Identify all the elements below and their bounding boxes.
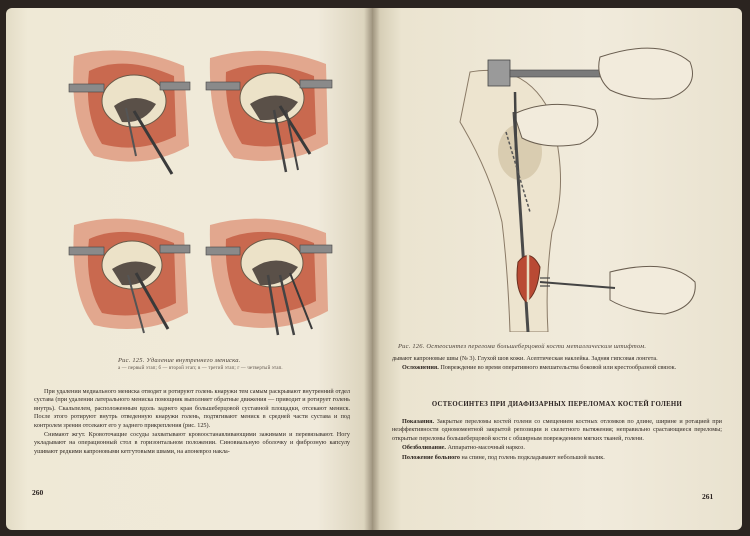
meniscus-illustration-d <box>202 203 336 343</box>
right-page-number: 261 <box>702 492 714 501</box>
meniscus-illustration-b <box>202 36 336 176</box>
indications-paragraph <box>392 418 722 443</box>
left-paragraph-1: При удалении медиального мениска отводят и ротируют голень кнаружи тем самым раскрывают внутренний отдел сустава (при удалении латерального мениска помощник выполняет обратные движения — приводит и ротирует голень внутрь). Скальпелем, расположенным вдоль заднего края большеберцовой суставной площадки, отсекают мениск. После этого ротируют внутрь отведенную кнаружи голень, подтягивают мениск в средней части сустава и под контролем зрения отсекают его у заднего прикрепления (рис. 125). <box>34 388 350 429</box>
figure-125-caption <box>118 357 358 371</box>
osteosynthesis-illustration <box>430 32 720 332</box>
right-continued-paragraph: дывают капроновые швы (№ 3). Глухой шов кожи. Асептическая наклейка. Задняя гипсовая лонгета. <box>392 355 658 362</box>
indications-text: Закрытые переломы костей голени со смещением костных отломков по длине, ширине и ротацией при неэффективности одномоментной закрытой репозиции и скелетного вытяжения; неправильно срастающиеся переломы; открытые переломы большеберцовой кости с обширным повреждением мягких тканей, голени. <box>392 418 722 442</box>
left-page <box>6 8 372 530</box>
left-body-text <box>34 388 350 457</box>
position-paragraph <box>392 454 722 462</box>
indications-label: Показания. <box>402 418 435 425</box>
right-page <box>372 8 742 530</box>
left-page-number: 260 <box>32 488 44 497</box>
complications-paragraph <box>392 364 722 372</box>
left-paragraph-2: Снимают жгут. Кровоточащие сосуды захватывают кровоостанавливающими зажимами и перевязывают. Ногу укладывают на операционный стол в горизонтальном положении. Синовиальную оболочку и фиброзную капсулу ушивают редкими капроновыми кетгутовыми швами, на апоневроз накла- <box>34 431 350 455</box>
anesthesia-label: Обезболивание. <box>402 444 446 452</box>
anesthesia-paragraph <box>392 444 722 452</box>
meniscus-illustration-a <box>64 36 196 176</box>
right-top-text <box>392 355 722 374</box>
figure-125-title: Рис. 125. Удаление внутреннего мениска. <box>118 357 241 364</box>
anesthesia-text: Аппаратно-масочный наркоз. <box>445 444 525 452</box>
complications-label: Осложнения. <box>402 364 439 372</box>
section-heading: ОСТЕОСИНТЕЗ ПРИ ДИАФИЗАРНЫХ ПЕРЕЛОМАХ КОСТЕЙ ГОЛЕНИ <box>431 401 683 408</box>
figure-125-subcaption: а — первый этап; б — второй этап; в — третий этап; г — четвертый этап. <box>118 366 283 371</box>
position-text: на спине, под голень подкладывают небольшой валик. <box>460 453 605 461</box>
position-label: Положение больного <box>402 453 460 461</box>
book-gutter <box>364 8 380 530</box>
right-body-text <box>392 418 722 463</box>
figure-126-caption: Рис. 126. Остеосинтез перелома большеберцовой кости металлическим штифтом. <box>398 343 647 350</box>
meniscus-illustration-c <box>64 203 196 343</box>
complications-text: Повреждение во время оперативного вмешательства боковой или крестообразной связок. <box>438 364 677 372</box>
